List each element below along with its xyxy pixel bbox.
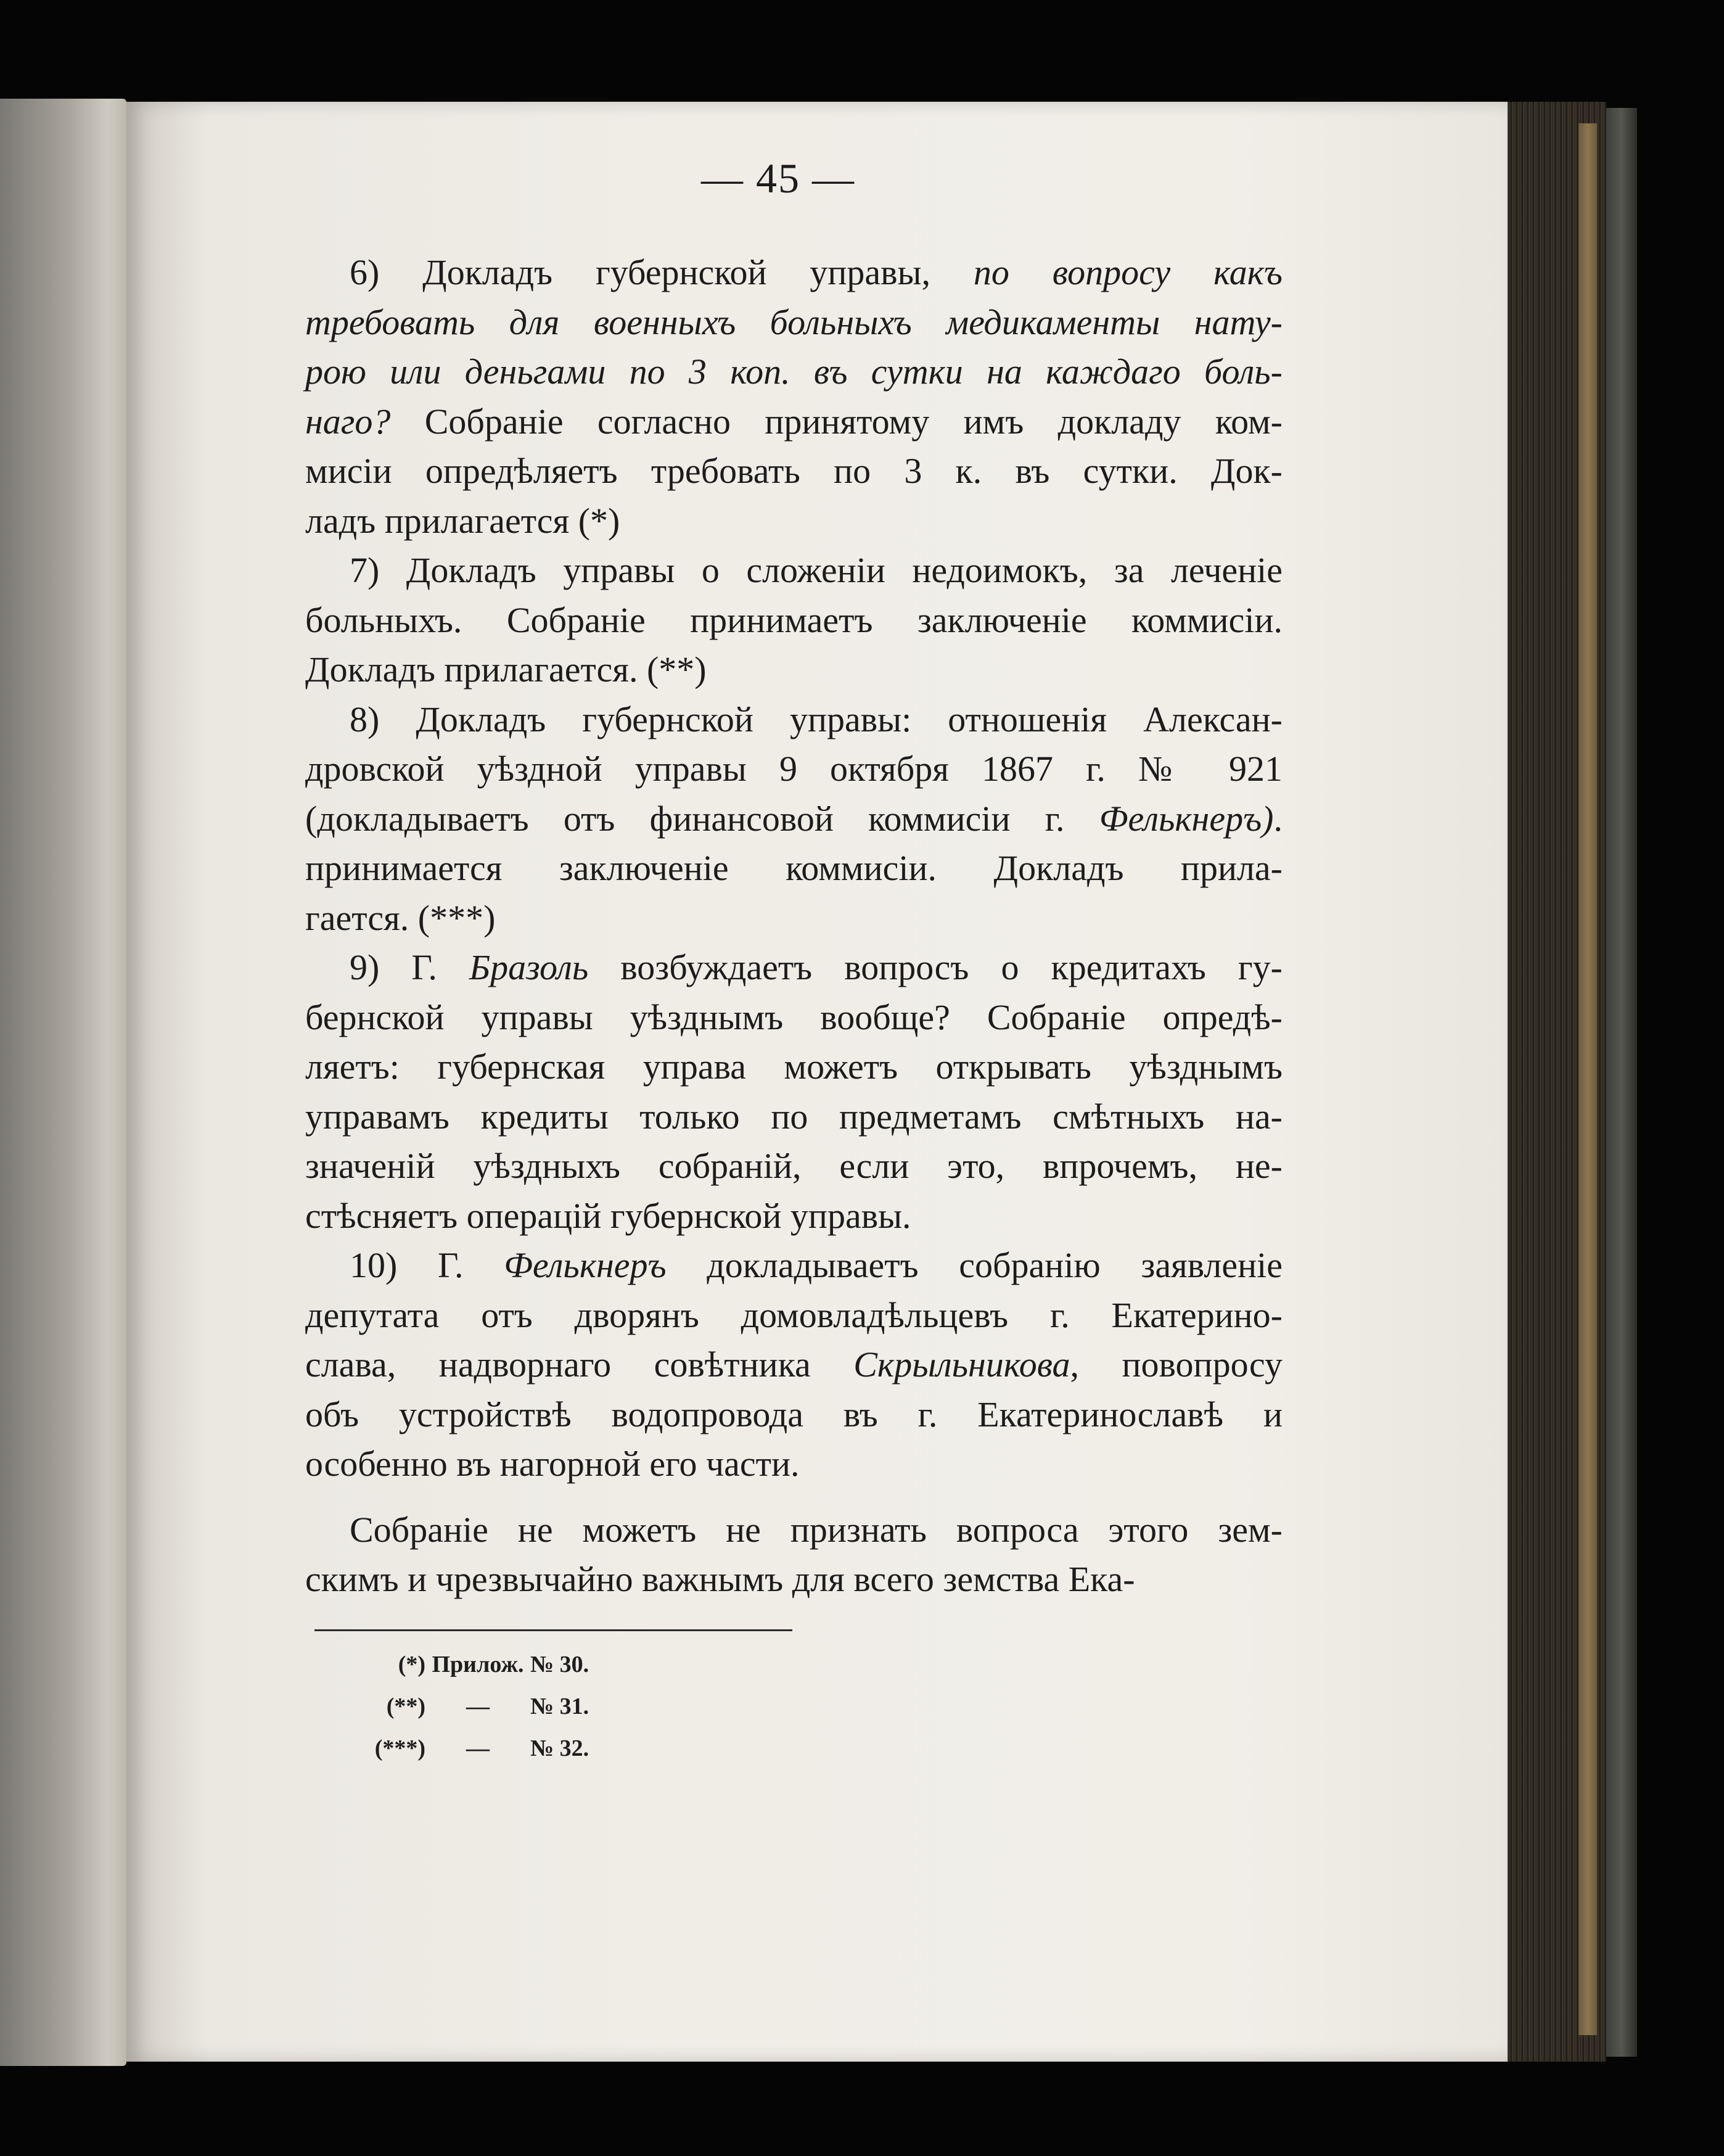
text-line: скимъ и чрезвычайно важнымъ для всего земства Ека- (305, 1559, 1135, 1599)
text-line: объ устройствѣ водопровода въ г. Екатеринославѣ и (305, 1394, 1283, 1434)
footnote-text: — (466, 1735, 490, 1761)
book-cover (1606, 108, 1637, 2057)
paragraph (305, 248, 1283, 546)
text-line (305, 347, 1283, 397)
text-line: Собранiе не можетъ не признать вопроса этого зем- (350, 1509, 1283, 1550)
footnote-mark: (***) (374, 1735, 425, 1761)
italic-text: Скрыльникова (853, 1344, 1070, 1385)
text-line: 6) Докладъ губернской управы, по вопросу какъ (350, 252, 1283, 292)
paragraph (305, 1505, 1283, 1605)
text-line: 9) Г. Бразоль возбуждаетъ вопросъ о кредитахъ гу- (350, 947, 1283, 987)
footnote-mark: (*) (398, 1652, 425, 1677)
italic-text: Фелькнеръ (504, 1245, 667, 1285)
text-line: 7) Докладъ управы о сложенiи недоимокъ, за леченiе (350, 550, 1283, 590)
text-line: депутата отъ дворянъ домовладѣльцевъ г. Екатерино- (305, 1294, 1283, 1335)
text-line: (докладываетъ отъ финансовой коммисiи г. Фелькнеръ). (305, 798, 1283, 839)
text-line: слава, надворнаго совѣтника Скрыльникова, повопросу (305, 1344, 1283, 1385)
footnote (345, 1685, 589, 1727)
text-line: больныхъ. Собранiе принимаетъ заключенiе коммисiи. (305, 599, 1283, 640)
footnote-number: № 31. (530, 1693, 589, 1719)
text-line: бернской управы уѣзднымъ вообще? Собранiе опредѣ- (305, 997, 1283, 1037)
italic-text: наго? (305, 401, 391, 442)
footnote-number: № 30. (530, 1652, 589, 1677)
footnote-divider (314, 1629, 792, 1631)
text-line: принимается заключенiе коммисiи. Докладъ прила- (305, 848, 1283, 888)
footnote-text: — (466, 1693, 490, 1719)
text-line: Докладъ прилагается. (**) (305, 649, 707, 689)
paragraph (305, 943, 1283, 1241)
text-line: наго? Собранiе согласно принятому имъ докладу ком- (305, 401, 1283, 442)
text-line: ляетъ: губернская управа можетъ открывать уѣзднымъ (305, 1047, 1283, 1087)
footnote-text: Прилож. (432, 1652, 524, 1677)
italic-text: по вопросу какъ (973, 252, 1283, 292)
page-body-text (305, 248, 1283, 1605)
text-line: особенно въ нагорной его части. (305, 1444, 800, 1484)
footnote-number: № 32. (530, 1735, 589, 1761)
text-line: стѣсняетъ операцiй губернской управы. (305, 1195, 911, 1236)
text-line: 10) Г. Фелькнеръ докладываетъ собранiю заявленiе (350, 1245, 1283, 1285)
text-line: ладъ прилагается (*) (305, 500, 620, 541)
paragraph (305, 1241, 1283, 1489)
paragraph (305, 695, 1283, 944)
text-line: мисiи опредѣляетъ требовать по 3 к. въ сутки. Док- (305, 451, 1283, 491)
text-line: значенiй уѣздныхъ собранiй, если это, впрочемъ, не- (305, 1146, 1283, 1186)
footnote (345, 1727, 589, 1769)
italic-text: рою или деньгами по 3 коп. въ сутки на каждаго боль- (305, 352, 1283, 392)
text-line (305, 298, 1283, 348)
italic-text: Фелькнеръ) (1099, 798, 1274, 839)
footnotes (345, 1644, 589, 1769)
facing-page-edge (0, 99, 126, 2066)
footnote-mark: (**) (386, 1693, 425, 1719)
text-line: дровской уѣздной управы 9 октября 1867 г. № 921 (305, 749, 1283, 789)
book-gilt-edge (1578, 123, 1597, 2035)
text-line: гается. (***) (305, 897, 496, 938)
page-number: — 45 — (701, 155, 855, 202)
italic-text: Бразоль (469, 947, 589, 987)
italic-text: требовать для военныхъ больныхъ медикаменты нату- (305, 302, 1283, 342)
text-line: 8) Докладъ губернской управы: отношенiя Алексан- (350, 699, 1283, 739)
paragraph (305, 546, 1283, 695)
text-line: управамъ кредиты только по предметамъ смѣтныхъ на- (305, 1096, 1283, 1137)
footnote (345, 1644, 589, 1685)
